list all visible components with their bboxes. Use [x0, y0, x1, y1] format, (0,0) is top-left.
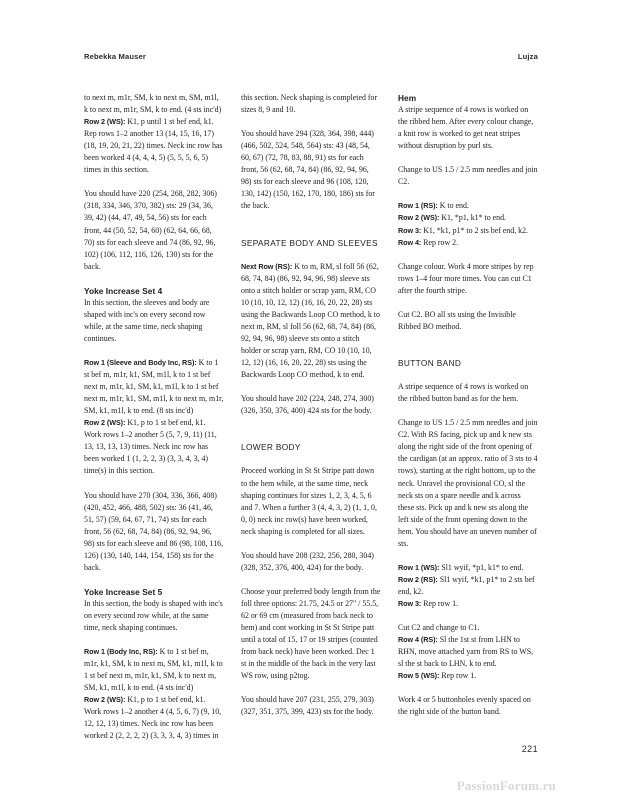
instruction-row — [398, 212, 538, 224]
row-text: Sl1 wyif, *p1, k1* to end. — [439, 562, 524, 572]
row-text: Sl the 1st st from LHN to RHN, move attached yarn from RS to WS, sl the st back to LHN, k to end. — [398, 635, 534, 669]
sub-heading: Yoke Increase Set 4 — [84, 285, 163, 296]
row-text: K to end. — [437, 201, 469, 211]
row-label: Row 2 (WS): — [398, 213, 440, 223]
body-paragraph: Choose your preferred body length from the foll three options: 21.75, 24.5 or 27" / 55.5, 62 or 69 cm (measured from back neck to hem) and cont working in St St Stripe patt until a total of 15, 17 or 19 stripes (counted from back neck) have been worked. Dec 1 st in the middle of the back in the very last WS row, using p2tog. — [241, 586, 381, 681]
row-text: K to 1 st bef m, m1r, k1, SM, k to next m, SM, k1, m1l, k to 1 st bef next m, m1r, k1, SM, k to next m, SM, k1, m1l, k to end. (4 sts inc'd) — [84, 647, 223, 693]
instruction-row — [84, 116, 224, 128]
instruction-row — [398, 574, 538, 598]
body-paragraph: Work rows 1–2 another 4 (4, 5, 6, 7) (9, 10, 12, 12, 13) times. Neck inc row has been worked 2 (2, 2, 2, 2) (3, 3, 3, 4, 3) times in — [84, 707, 222, 741]
body-paragraph: You should have 207 (231, 255, 279, 303) (327, 351, 375, 399, 423) sts for the body. — [241, 695, 374, 717]
body-paragraph: Cut C2. BO all sts using the Invisible Ribbed BO method. — [398, 309, 516, 331]
instruction-row — [398, 562, 538, 574]
body-paragraph: this section. Neck shaping is completed for sizes 8, 9 and 10. — [241, 93, 378, 115]
column-3 — [398, 92, 538, 732]
body-paragraph: You should have 270 (304, 336, 366, 408) (420, 452, 466, 488, 502) sts: 36 (41, 46, 51, 57) (59, 64, 67, 71, 74) sts for each front, 56 (62, 68, 74, 84) (86, 92, 94, 96, 98) sts for each sleeve and 86 (98, 108, 116, 126) (130, 140, 144, 154, 158) sts for the back. — [84, 490, 224, 572]
sub-heading: Hem — [398, 93, 417, 103]
section-heading: LOWER BODY — [241, 442, 301, 453]
body-paragraph: to next m, m1r, SM, k to next m, SM, m1l, k to next m, m1r, SM, k to end. (4 sts inc'd) — [84, 93, 222, 115]
instruction-row — [398, 200, 538, 212]
instruction-row — [84, 694, 224, 706]
body-paragraph: Work 4 or 5 buttonholes evenly spaced on the right side of the button band. — [398, 695, 531, 717]
watermark: PassionForum.ru — [456, 778, 556, 793]
instruction-row — [84, 646, 224, 694]
column-1 — [84, 92, 224, 741]
row-text: K1, *p1, k1* to end. — [439, 213, 507, 223]
body-paragraph: You should have 208 (232, 256, 280, 304) (328, 352, 376, 400, 424) for the body. — [241, 550, 374, 572]
instruction-row — [398, 225, 538, 237]
row-text: K to 1 st bef m, m1r, k1, SM, m1l, k to 1 st bef next m, m1r, k1, SM, k1, m1l, k to 1 st bef next m, m1r, k1, SM, m1l, k to next m, m1r, SM, k1, m1l, k to end. (8 sts inc'd) — [84, 358, 224, 416]
instruction-row — [84, 417, 224, 429]
body-paragraph: Change to US 1.5 / 2.5 mm needles and join C2. — [398, 165, 538, 187]
body-paragraph: A stripe sequence of 4 rows is worked on the ribbed hem. After every colour change, a knit row is worked to get neat stripes without disruption by purl sts. — [398, 105, 534, 151]
row-text: Rep row 2. — [421, 237, 459, 247]
body-paragraph: In this section, the body is shaped with inc's on every second row while, at the same time, neck shaping continues. — [84, 598, 223, 633]
running-head-title: Lujza — [517, 52, 538, 61]
row-label: Row 2 (WS): — [84, 695, 126, 705]
body-paragraph: You should have 294 (328, 364, 398, 444) (466, 502, 524, 548, 564) sts: 43 (48, 54, 60, 67) (72, 78, 83, 88, 91) sts for each front, 56 (62, 68, 74, 84) (86, 92, 94, 96, 98) sts for each sleeve and 96 (108, 120, 130, 142) (150, 162, 170, 180, 186) sts for the back. — [241, 129, 375, 211]
row-label: Row 1 (Sleeve and Body Inc, RS): — [84, 358, 197, 368]
body-paragraph: A stripe sequence of 4 rows is worked on the ribbed button band as for the hem. — [398, 382, 529, 404]
row-label: Next Row (RS): — [241, 261, 293, 271]
instruction-row — [241, 261, 381, 381]
section-heading: SEPARATE BODY AND SLEEVES — [241, 237, 378, 248]
instruction-row — [398, 670, 538, 682]
row-label: Row 2 (WS): — [84, 117, 126, 127]
row-text: K to m, RM, sl foll 56 (62, 68, 74, 84) (86, 92, 94, 96, 98) sleeve sts onto a stitch holder or scrap yarn, RM, CO 10 (10, 10, 12, 12) (16, 16, 20, 22, 28) sts using the Backwards Loop CO method, k to next m, RM, sl foll 56 (62, 68, 74, 84) (86, 92, 94, 96, 98) sleeve sts onto a stitch holder or scrap yarn, RM, CO 10 (10, 10, 12, 12) (16, 16, 20, 22, 28) sts using the Backwards Loop CO method, k to end. — [241, 261, 380, 380]
row-text: K1, p to 1 st bef end, k1. — [125, 418, 206, 428]
body-paragraph: Work rows 1–2 another 5 (5, 7, 9, 11) (11, 13, 13, 13, 13) times. Neck inc row has been worked 1 (1, 2, 2, 3) (3, 3, 4, 3, 4) time(s) in this section. — [84, 430, 217, 476]
body-paragraph: Change to US 1.5 / 2.5 mm needles and join C2. With RS facing, pick up and k new sts along the right side of the front opening of the cardigan (at an approx. ratio of 3 sts to 4 rows), starting at the right bottom, up to the neck. Unravel the provisional CO, sl the neck sts on a spare needle and k across these sts. Pick up and k new sts along the left side of the front opening down to the hem. You should have an uneven number of sts. — [398, 418, 538, 548]
row-text: K1, *k1, p1* to 2 sts bef end, k2. — [421, 225, 529, 235]
page-number: 221 — [521, 744, 538, 754]
row-text: Sl1 wyif, *k1, p1* to 2 sts bef end, k2. — [398, 574, 535, 596]
body-paragraph: Rep rows 1–2 another 13 (14, 15, 16, 17) (18, 19, 20, 21, 22) times. Neck inc row has been worked 4 (4, 4, 4, 5) (5, 5, 5, 6, 5) times in this section. — [84, 129, 223, 175]
sub-heading: Yoke Increase Set 5 — [84, 586, 163, 597]
row-label: Row 3: — [398, 225, 422, 235]
section-heading: BUTTON BAND — [398, 358, 462, 369]
row-label: Row 1 (Body Inc, RS): — [84, 647, 158, 657]
row-text: Rep row 1. — [439, 671, 477, 681]
body-paragraph: Proceed working in St St Stripe patt down to the hem while, at the same time, neck shaping continues for sizes 1, 2, 3, 4, 5, 6 and 7. When a further 3 (4, 4, 3, 2) (1, 1, 0, 0, 0) neck inc row(s) have been worked, neck shaping is completed for all sizes. — [241, 466, 377, 536]
row-text: Rep row 1. — [421, 598, 459, 608]
column-2 — [241, 92, 381, 732]
row-label: Row 4 (RS): — [398, 635, 438, 645]
body-paragraph: Cut C2 and change to C1. — [398, 623, 480, 633]
text-columns — [84, 92, 538, 741]
row-label: Row 5 (WS): — [398, 671, 440, 681]
row-label: Row 2 (WS): — [84, 418, 126, 428]
body-paragraph: You should have 202 (224, 248, 274, 300) (326, 350, 376, 400) 424 sts for the body. — [241, 394, 374, 416]
row-label: Row 3: — [398, 598, 422, 608]
running-head — [84, 52, 538, 66]
row-text: K1, p to 1 st bef end, k1. — [125, 695, 206, 705]
row-text: K1, p until 1 st bef end, k1. — [125, 117, 214, 127]
row-label: Row 1 (RS): — [398, 201, 438, 211]
body-paragraph: You should have 220 (254, 268, 282, 306) (318, 334, 346, 370, 382) sts: 29 (34, 36, 39, 42) (44, 47, 49, 54, 56) sts for each front, 44 (50, 52, 54, 60) (62, 64, 66, 68, 70) sts for each sleeve and 74 (86, 92, 96, 102) (106, 112, 116, 126, 130) sts for the back. — [84, 189, 217, 271]
row-label: Row 2 (RS): — [398, 574, 438, 584]
running-head-author: Rebekka Mauser — [84, 52, 147, 61]
instruction-row — [398, 237, 538, 249]
body-paragraph: Change colour. Work 4 more stripes by rep rows 1–4 four more times. You can cut C1 after the fourth stripe. — [398, 261, 534, 295]
row-label: Row 1 (WS): — [398, 562, 440, 572]
instruction-row — [398, 634, 538, 670]
row-label: Row 4: — [398, 237, 422, 247]
instruction-row — [398, 598, 538, 610]
body-paragraph: In this section, the sleeves and body are shaped with inc's on every second row while, at the same time, neck shaping continues. — [84, 297, 210, 343]
instruction-row — [84, 357, 224, 417]
